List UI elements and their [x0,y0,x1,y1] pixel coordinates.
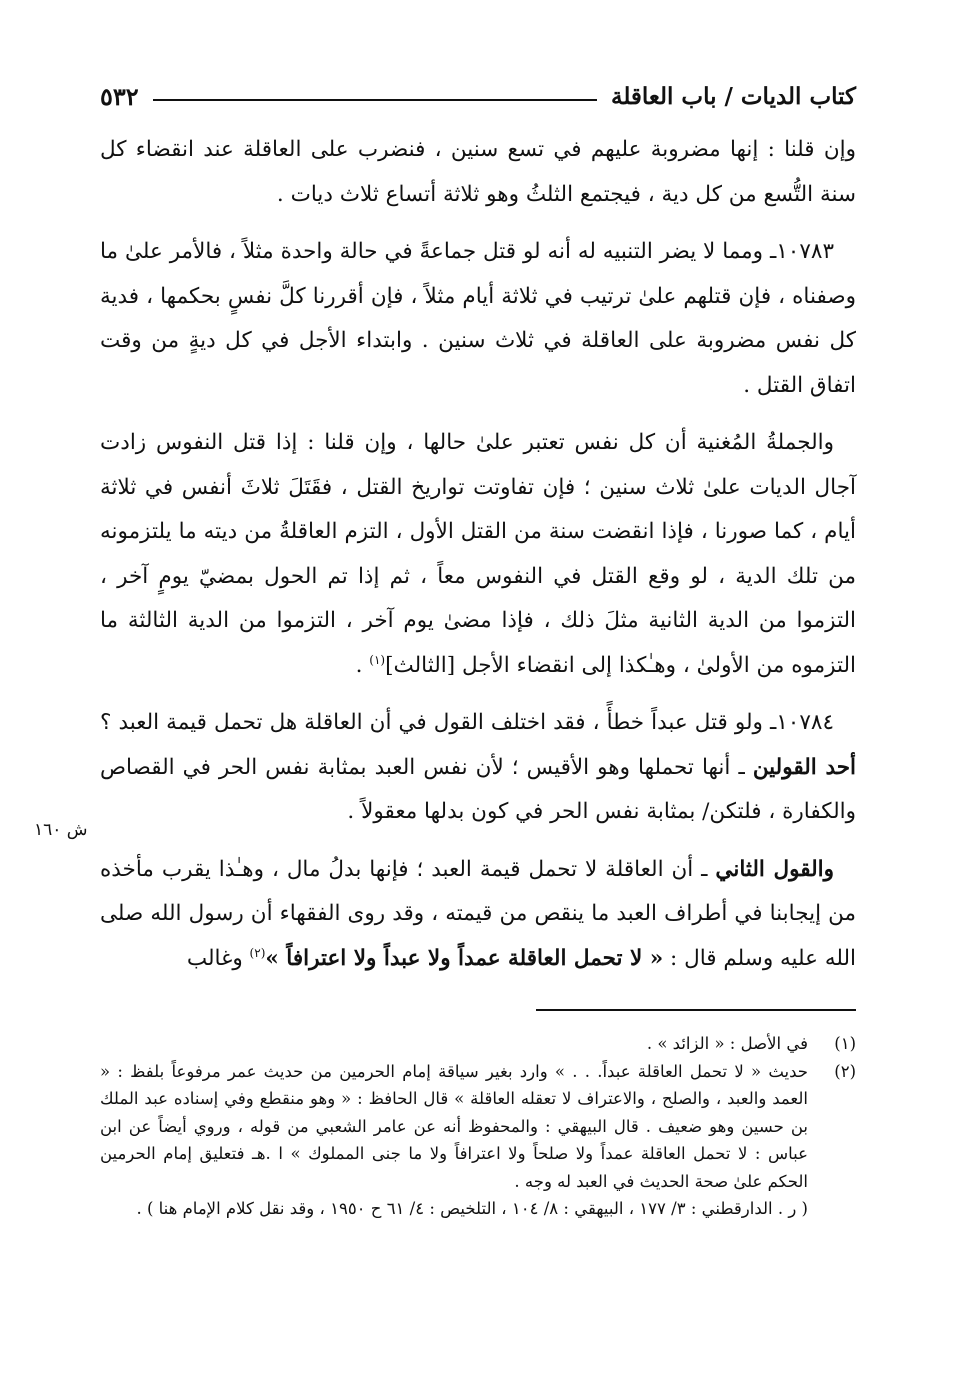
paragraph-text: ١٠٧٨٤ـ ولو قتل عبداً خطأً ، فقد اختلف القول في أن العاقلة هل تحمل قيمة العبد ؟ [100,710,834,735]
paragraph: والجملةُ المُغنية أن كل نفس تعتبر علىٰ حالها ، وإن قلنا : إذا قتل النفوس زادت آجال الديات علىٰ ثلاث سنين ؛ فإن تفاوتت تواريخ القتل ، فقَتَلَ ثلاثَ أنفس في ثلاثة أيام ، كما صورنا ، فإذا انقضت سنة من القتل الأول ، التزم العاقلةُ من ديته ما يلتزمونه من تلك الدية ، لو وقع القتل في النفوس معاً ، ثم إذا تم الحول بمضيّ يومٍ آخر ، التزموا من الدية الثانية مثلَ ذلك ، فإذا مضىٰ يوم آخر ، التزموا من الدية الثالثة ما التزموه من الأولىٰ ، وهـٰكذا إلى انقضاء الأجل [الثالث]$^{(١)}$ . [100,430,856,678]
footnote [100,1030,856,1058]
footnote-text: في الأصل : « الزائد » . [646,1034,808,1053]
header-rule [153,99,597,101]
footnote-number: (١) [834,1034,856,1053]
footnote-separator [536,1009,856,1011]
chapter-title: كتاب الديات / باب العاقلة [610,82,856,110]
hadith-quote: « لا تحمل العاقلة عمداً ولا عبداً ولا اعترافاً » [265,945,664,971]
footnote-ref[interactable]: (١) [369,652,386,667]
footnote-source: ( ر . الدارقطني : ٣/ ١٧٧ ، البيهقي : ٨/ ١٠٤ ، التلخيص : ٤/ ٦١ ح ١٩٥٠ ، وقد نقل كلام الإمام هنا ) . [136,1199,808,1218]
paragraph-text: وغالب [186,945,243,971]
bold-phrase: والقول الثاني [715,856,834,882]
main-text [100,128,856,994]
bold-phrase: أحد القولين [752,754,856,780]
footnotes [100,1030,856,1223]
footnote [100,1058,856,1196]
footnote-number: (٢) [834,1061,856,1081]
footnote-ref[interactable]: (٢) [249,945,266,960]
paragraph-text: ـ أن العاقلة لا تحمل قيمة العبد ؛ فإنها بدلُ مال ، وهـٰذا يقرب مأخذه من إيجابنا في أطراف العبد ما ينقص من قيمته ، وقد روى الفقهاء أن رسول الله صلى الله عليه وسلم قال : [100,856,856,971]
manuscript-margin-note: ش ١٦٠ [34,820,88,840]
footnote-text: حديث « لا تحمل العاقلة عبداً. . . » وارد بغير سياقة إمام الحرمين من حديث عمر مرفوعاً بلفظ : « العمد والعبد ، والصلح ، والاعتراف لا تعقله العاقلة » قال الحافظ : « وهو منقطع وفي إسناده عبد الملك بن حسين وهو ضعيف . قال البيهقي : والمحفوظ أنه عن عامر الشعبي من قوله ، وروي أيضاً عن ابن عباس : لا تحمل العاقلة عمداً ولا صلحاً ولا اعترافاً ولا ما جنى المملوك » ا .هـ فتعليق إمام الحرمين الحكم علىٰ صحة الحديث في العبد له وجه . [100,1061,808,1191]
paragraph [100,848,856,982]
page-number: ٥٣٢ [100,81,139,111]
paragraph: ١٠٧٨٣ـ ومما لا يضر التنبيه له أنه لو قتل جماعةً في حالة واحدة مثلاً ، فالأمر علىٰ ما وصفناه ، فإن قتلهم علىٰ ترتيب في ثلاثة أيام مثلاً ، فإن أقررنا كلَّ نفسٍ بحكمها ، فدية كل نفس مضروبة على العاقلة في ثلاث سنين . وابتداء الأجل في كل ديةٍ من وقت اتفاق القتل . [100,239,856,398]
paragraph-text: والجملةُ المُغنية أن كل نفس تعتبر علىٰ حالها ، وإن قلنا : إذا قتل النفوس زادت آجال الديات علىٰ ثلاث سنين ؛ فإن تفاوتت تواريخ القتل ، فقَتَلَ ثلاثَ أنفس في ثلاثة أيام ، كما صورنا ، فإذا انقضت سنة من القتل الأول ، التزم العاقلةُ من ديته ما يلتزمونه من تلك الدية ، لو وقع القتل في النفوس معاً ، ثم إذا تم الحول بمضيّ يومٍ آخر ، التزموا من الدية الثانية مثلَ ذلك ، فإذا مضىٰ يوم آخر ، التزموا من الدية الثالثة ما التزموه من الأولىٰ ، وهـٰكذا إلى انقضاء الأجل [الثالث] [100,430,856,678]
paragraph-text: ـ أنها تحملها وهو الأقيس ؛ لأن نفس العبد بمثابة نفس الحر في القصاص والكفارة ، فلتكن/ بمثابة نفس الحر في كون بدلها معقولاً . [100,754,856,824]
page-header [100,78,856,114]
paragraph [100,701,856,835]
paragraph: وإن قلنا : إنها مضروبة عليهم في تسع سنين ، فنضرب على العاقلة عند انقضاء كل سنة التُّسع من كل دية ، فيجتمع الثلثُ وهو ثلاثة أتساع ثلاث ديات . [100,137,856,207]
